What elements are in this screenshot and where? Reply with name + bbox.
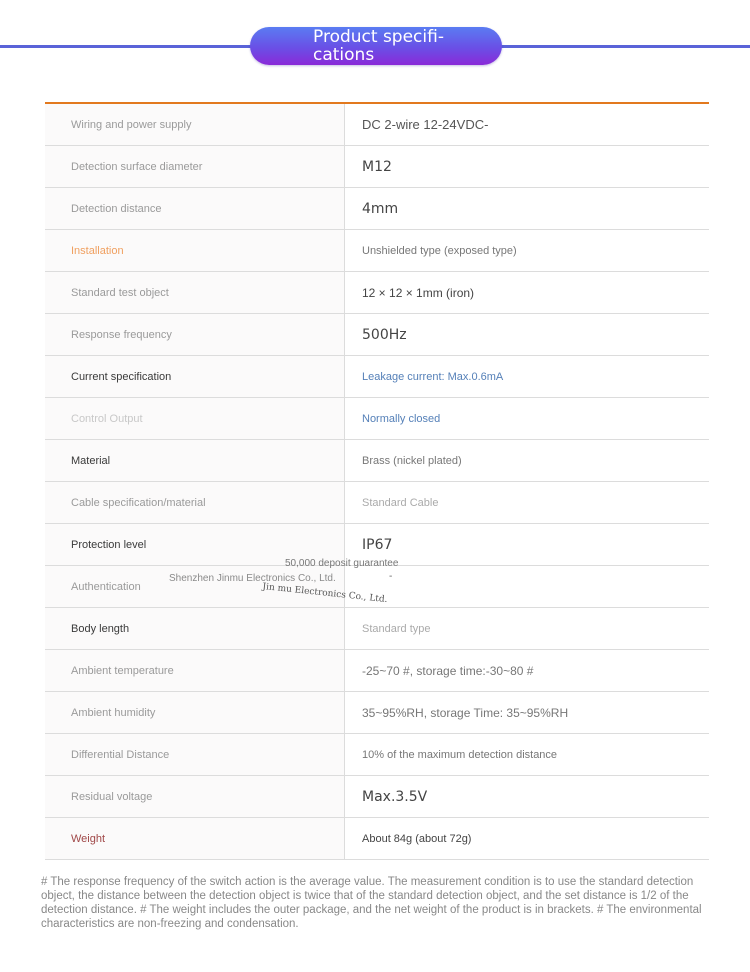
spec-value: Brass (nickel plated) [362, 454, 462, 467]
spec-row [45, 608, 709, 650]
spec-label: Residual voltage [45, 776, 345, 817]
spec-value: Standard type [362, 622, 431, 635]
spec-row [45, 188, 709, 230]
watermark-company-stamp: Jin mu Electronics Co., Ltd. [261, 582, 388, 606]
spec-label: Material [45, 440, 345, 481]
spec-label: Detection distance [45, 188, 345, 229]
spec-label: Cable specification/material [45, 482, 345, 523]
header-rule-left [0, 45, 255, 48]
spec-table [45, 104, 709, 860]
spec-label: Ambient temperature [45, 650, 345, 691]
spec-row [45, 356, 709, 398]
spec-value: Unshielded type (exposed type) [362, 244, 517, 257]
spec-row [45, 440, 709, 482]
spec-value: -25~70 #, storage time:-30~80 # [362, 663, 534, 678]
spec-value: M12 [362, 158, 392, 175]
spec-value: Max.3.5V [362, 788, 428, 805]
spec-value: Leakage current: Max.0.6mA [362, 370, 504, 383]
spec-value: 10% of the maximum detection distance [362, 748, 558, 761]
spec-label: Weight [45, 818, 345, 859]
spec-label: Protection level [45, 524, 345, 565]
spec-value: 500Hz [362, 326, 407, 343]
spec-value: Standard Cable [362, 496, 439, 509]
footnote: # The response frequency of the switch action is the average value. The measurement condition is to use the standard detection object, the distance between the detection object is twice that of the standard detection object, and the set distance is 1/2 of the detection distance. # The weight includes the outer package, and the net weight of the product is in brackets. # The environmental characteristics are non-freezing and condensation. [41, 876, 702, 930]
spec-row [45, 314, 709, 356]
spec-row [45, 146, 709, 188]
spec-label: Response frequency [45, 314, 345, 355]
spec-row [45, 776, 709, 818]
spec-row [45, 692, 709, 734]
spec-value: 12 × 12 × 1mm (iron) [362, 285, 475, 300]
watermark-deposit: 50,000 deposit guarantee [285, 558, 399, 569]
spec-row [45, 818, 709, 860]
spec-row [45, 482, 709, 524]
spec-label: Installation [45, 230, 345, 271]
header-rule-right [495, 45, 750, 48]
watermark-company: Shenzhen Jinmu Electronics Co., Ltd. [169, 573, 336, 584]
spec-row [45, 272, 709, 314]
spec-value: About 84g (about 72g) [362, 832, 472, 845]
spec-row [45, 734, 709, 776]
spec-value: DC 2-wire 12-24VDC- [362, 117, 489, 132]
spec-row [45, 650, 709, 692]
spec-label: Body length [45, 608, 345, 649]
spec-value: IP67 [362, 536, 393, 553]
spec-label: Authentication [45, 566, 345, 607]
spec-label: Current specification [45, 356, 345, 397]
spec-label: Control Output [45, 398, 345, 439]
spec-label: Standard test object [45, 272, 345, 313]
spec-value: 4mm [362, 200, 399, 217]
spec-label: Wiring and power supply [45, 104, 345, 145]
spec-label: Detection surface diameter [45, 146, 345, 187]
spec-value [345, 566, 709, 607]
spec-label: Ambient humidity [45, 692, 345, 733]
spec-row [45, 398, 709, 440]
spec-label: Differential Distance [45, 734, 345, 775]
spec-value: Normally closed [362, 412, 441, 425]
watermark-dash: - [389, 571, 393, 582]
spec-row [45, 104, 709, 146]
page-title: Product specifi- cations [313, 27, 444, 65]
spec-row [45, 230, 709, 272]
spec-value: 35~95%RH, storage Time: 35~95%RH [362, 705, 569, 720]
